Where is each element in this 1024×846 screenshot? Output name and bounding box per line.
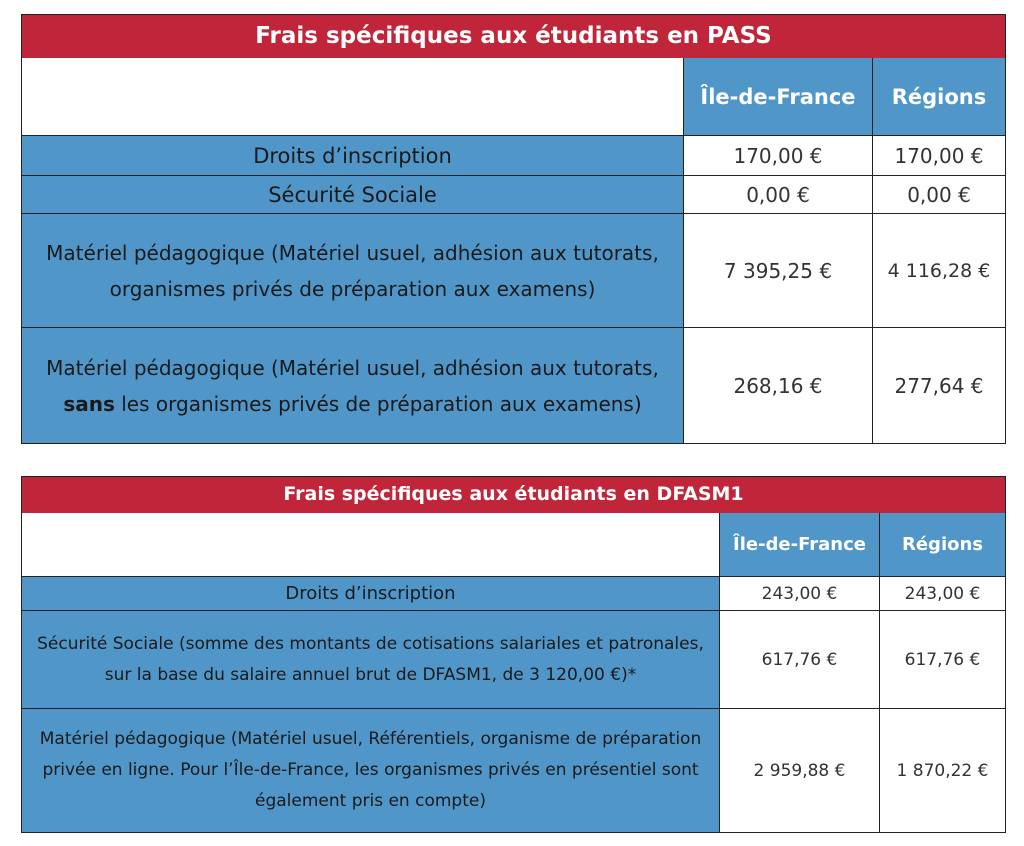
row-value-idf: 0,00 €	[683, 176, 872, 213]
row-label: Sécurité Sociale	[22, 176, 683, 213]
pass-header-row	[22, 58, 1005, 135]
row-value-idf: 617,76 €	[719, 611, 879, 708]
row-label: Droits d’inscription	[22, 577, 719, 610]
table-row	[22, 576, 1005, 610]
row-label	[22, 328, 683, 443]
dfasm1-table-title: Frais spécifiques aux étudiants en DFASM1	[22, 477, 1005, 514]
table-row	[22, 213, 1005, 327]
row-label: Droits d’inscription	[22, 136, 683, 175]
pass-header-empty	[22, 58, 683, 135]
table-row	[22, 708, 1005, 832]
row-value-idf: 170,00 €	[683, 136, 872, 175]
dfasm1-header-row	[22, 513, 1005, 576]
row-value-regions: 4 116,28 €	[872, 214, 1005, 327]
row-label-part: Matériel pédagogique (Matériel usuel, adhésion aux tutorats,	[46, 355, 659, 380]
pass-col-regions: Régions	[872, 58, 1005, 135]
row-value-regions: 277,64 €	[872, 328, 1005, 443]
row-label: Matériel pédagogique (Matériel usuel, adhésion aux tutorats, organismes privés de préparation aux examens)	[22, 214, 683, 327]
dfasm1-col-idf: Île-de-France	[719, 513, 879, 576]
row-label-bold: sans	[63, 391, 115, 416]
row-value-idf: 268,16 €	[683, 328, 872, 443]
pass-fees-table	[21, 14, 1006, 444]
row-value-regions: 0,00 €	[872, 176, 1005, 213]
row-value-regions: 1 870,22 €	[879, 709, 1005, 832]
pass-table-title: Frais spécifiques aux étudiants en PASS	[22, 15, 1005, 59]
table-row	[22, 135, 1005, 175]
row-value-regions: 617,76 €	[879, 611, 1005, 708]
row-value-idf: 7 395,25 €	[683, 214, 872, 327]
row-label: Matériel pédagogique (Matériel usuel, Référentiels, organisme de préparation privée en ligne. Pour l’Île-de-France, les organismes privés en présentiel sont également pris en compte)	[22, 709, 719, 832]
dfasm1-fees-table	[21, 476, 1006, 833]
row-value-regions: 243,00 €	[879, 577, 1005, 610]
dfasm1-col-regions: Régions	[879, 513, 1005, 576]
row-value-idf: 243,00 €	[719, 577, 879, 610]
row-label: Sécurité Sociale (somme des montants de cotisations salariales et patronales, sur la base du salaire annuel brut de DFASM1, de 3 120,00 €)*	[22, 611, 719, 708]
dfasm1-header-empty	[22, 513, 719, 576]
pass-col-idf: Île-de-France	[683, 58, 872, 135]
row-label-part: les organismes privés de préparation aux examens)	[114, 391, 642, 416]
table-row	[22, 610, 1005, 708]
table-row	[22, 175, 1005, 213]
table-row	[22, 327, 1005, 443]
row-value-regions: 170,00 €	[872, 136, 1005, 175]
row-value-idf: 2 959,88 €	[719, 709, 879, 832]
